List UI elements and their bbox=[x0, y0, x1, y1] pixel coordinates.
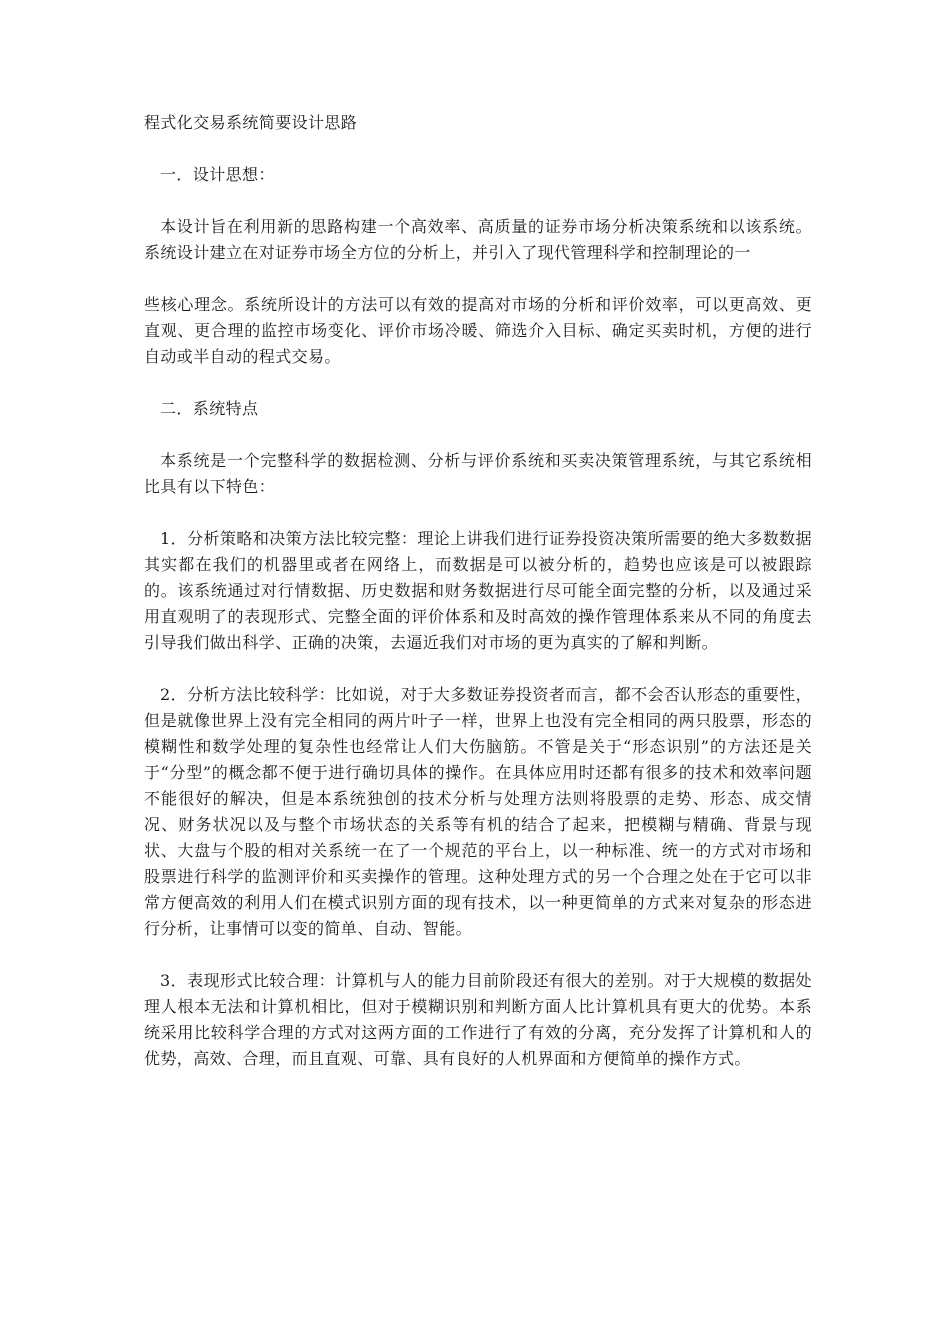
section-heading-system-features: 二．系统特点 bbox=[160, 399, 259, 418]
paragraph-design-intro: 本设计旨在利用新的思路构建一个高效率、高质量的证券市场分析决策系统和以该系统。系统设计建立在对证券市场全方位的分析上，并引入了现代管理科学和控制理论的一 bbox=[144, 217, 812, 262]
paragraph-design-continued: 些核心理念。系统所设计的方法可以有效的提高对市场的分析和评价效率，可以更高效、更直观、更合理的监控市场变化、评价市场冷暖、筛选介入目标、确定买卖时机，方便的进行自动或半自动的程式交易。 bbox=[144, 295, 812, 366]
document-body bbox=[144, 110, 812, 1098]
paragraph-feature-1: 1．分析策略和决策方法比较完整：理论上讲我们进行证券投资决策所需要的绝大多数数据其实都在我们的机器里或者在网络上，而数据是可以被分析的，趋势也应该是可以被跟踪的。该系统通过对行情数据、历史数据和财务数据进行尽可能全面完整的分析，以及通过采用直观明了的表现形式、完整全面的评价体系和及时高效的操作管理体系来从不同的角度去引导我们做出科学、正确的决策，去逼近我们对市场的更为真实的了解和判断。 bbox=[144, 529, 812, 652]
paragraph-feature-2: 2．分析方法比较科学：比如说，对于大多数证券投资者而言，都不会否认形态的重要性，但是就像世界上没有完全相同的两片叶子一样，世界上也没有完全相同的两只股票，形态的模糊性和数学处理的复杂性也经常让人们大伤脑筋。不管是关于“形态识别”的方法还是关于“分型”的概念都不便于进行确切具体的操作。在具体应用时还都有很多的技术和效率问题不能很好的解决，但是本系统独创的技术分析与处理方法则将股票的走势、形态、成交情况、财务状况以及与整个市场状态的关系等有机的结合了起来，把模糊与精确、背景与现状、大盘与个股的相对关系统一在了一个规范的平台上，以一种标准、统一的方式对市场和股票进行科学的监测评价和买卖操作的管理。这种处理方式的另一个合理之处在于它可以非常方便高效的利用人们在模式识别方面的现有技术，以一种更简单的方式来对复杂的形态进行分析，让事情可以变的简单、自动、智能。 bbox=[144, 685, 812, 938]
paragraph-feature-3: 3．表现形式比较合理：计算机与人的能力目前阶段还有很大的差别。对于大规模的数据处理人根本无法和计算机相比，但对于模糊识别和判断方面人比计算机具有更大的优势。本系统采用比较科学合理的方式对这两方面的工作进行了有效的分离，充分发挥了计算机和人的优势，高效、合理，而且直观、可靠、具有良好的人机界面和方便简单的操作方式。 bbox=[144, 971, 812, 1068]
document-title: 程式化交易系统简要设计思路 bbox=[144, 113, 358, 132]
section-heading-design-idea: 一．设计思想： bbox=[160, 165, 275, 184]
paragraph-features-intro: 本系统是一个完整科学的数据检测、分析与评价系统和买卖决策管理系统，与其它系统相比具有以下特色： bbox=[144, 451, 812, 496]
